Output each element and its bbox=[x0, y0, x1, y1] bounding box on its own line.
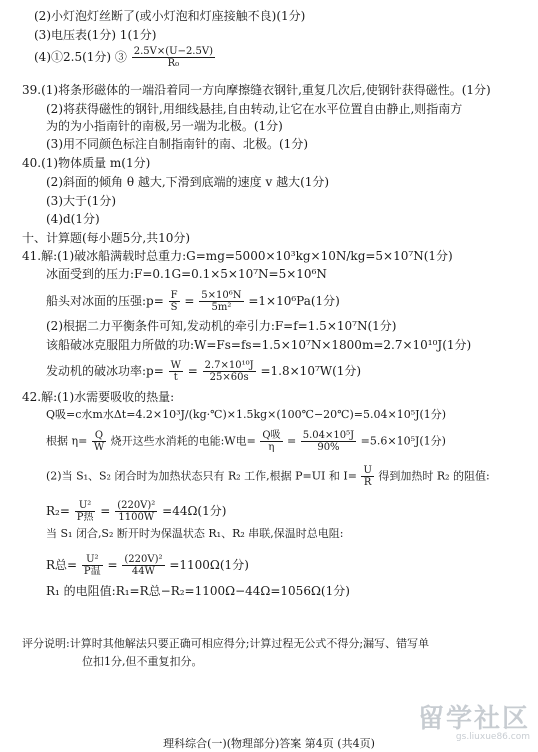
question-41-line: 船头对冰面的压强:p= $\frac{F}{S}$ = $\frac{\text{5×10⁶N}}{\text{5m²}}$ =1×10⁶Pa(1分) bbox=[46, 290, 340, 313]
answer-line bbox=[34, 46, 216, 69]
question-41-line: (2)根据二力平衡条件可知,发动机的牵引力:F=f=1.5×10⁷N(1分) bbox=[46, 319, 397, 333]
question-42-line: R总= $\frac{\text{U²}}{\text{P温}}$ = $\frac{\text{(220V)²}}{44W}$ =1100Ω(1分) bbox=[46, 554, 249, 577]
answer-line: (3)电压表(1分) 1(1分) bbox=[34, 28, 157, 42]
formula-fraction: $\frac{W}{t}$ bbox=[170, 360, 181, 383]
scoring-note: 评分说明:计算时其他解法只要正确可相应得分;计算过程无公式不得分;漏写、错写单 bbox=[22, 637, 430, 650]
formula-fraction: $\frac{\text{2.7×10¹⁰J}}{25\times 60s}$ bbox=[204, 360, 254, 383]
question-39-line: 为的为小指南针的南极,另一端为北极。(1分) bbox=[46, 119, 283, 133]
formula-fraction: $\frac{U}{R}$ bbox=[363, 465, 372, 488]
formula-fraction: $\frac{F}{S}$ bbox=[170, 290, 178, 313]
formula-fraction: $\frac{\text{Q吸}}{\eta}$ bbox=[262, 430, 281, 453]
formula-fraction: $\frac{2.5V\times(U-2.5V)}{\text{R₀}}$ bbox=[133, 46, 213, 69]
formula-fraction: $\frac{\text{5.04×10⁵J}}{90\%}$ bbox=[302, 430, 355, 453]
question-42-line: R₂= $\frac{\text{U²}}{\text{P热}}$ = $\frac{\text{(220V)²}}{1100W}$ =44Ω(1分) bbox=[46, 500, 227, 523]
section-heading: 十、计算题(每小题5分,共10分) bbox=[22, 231, 191, 245]
formula-fraction: $\frac{\text{U²}}{\text{P热}}$ bbox=[76, 500, 94, 523]
scoring-note: 位扣1分,但不重复扣分。 bbox=[82, 655, 203, 668]
answer-line: (2)小灯泡灯丝断了(或小灯泡和灯座接触不良)(1分) bbox=[34, 9, 306, 23]
question-42-line: 42.解:(1)水需要吸收的热量: bbox=[22, 390, 175, 404]
question-39-line: (3)用不同颜色标注自制指南针的南、北极。(1分) bbox=[46, 137, 308, 151]
formula-fraction: $\frac{\text{5×10⁶N}}{\text{5m²}}$ bbox=[201, 290, 242, 313]
question-41-line: 该船破冰克服阻力所做的功:W=Fs=fs=1.5×10⁷N×1800m=2.7×10¹⁰J(1分) bbox=[46, 338, 472, 352]
watermark-logo-text: 留学社区 bbox=[417, 704, 530, 734]
formula-fraction: $\frac{\text{(220V)²}}{44W}$ bbox=[124, 554, 163, 577]
question-42-line: R₁ 的电阻值:R₁=R总−R₂=1100Ω−44Ω=1056Ω(1分) bbox=[46, 584, 350, 598]
watermark-logo bbox=[370, 704, 530, 744]
answer-text: (4)①2.5(1分) ③ bbox=[34, 50, 127, 64]
question-40-line: (2)斜面的倾角 θ 越大,下滑到底端的速度 v 越大(1分) bbox=[46, 175, 330, 189]
watermark-url: gs.liuxue86.com bbox=[455, 732, 530, 742]
question-40-line: 40.(1)物体质量 m(1分) bbox=[22, 156, 151, 170]
question-42-line: 根据 η= $\frac{Q}{W}$ 烧开这些水消耗的电能:W电= $\frac{\text{Q吸}}{\eta}$ = $\frac{\text{5.04×10⁵J}}{90\%}$ =5.6×10⁵J(1分) bbox=[46, 430, 446, 453]
formula-fraction: $\frac{Q}{W}$ bbox=[93, 430, 105, 453]
question-41-line: 冰面受到的压力:F=0.1G=0.1×5×10⁷N=5×10⁶N bbox=[46, 267, 327, 281]
question-41-line: 41.解:(1)破冰船满载时总重力:G=mg=5000×10³kg×10N/kg=5×10⁷N(1分) bbox=[22, 249, 453, 263]
question-42-line: 当 S₁ 闭合,S₂ 断开时为保温状态 R₁、R₂ 串联,保温时总电阻: bbox=[46, 527, 344, 540]
formula-fraction: $\frac{\text{U²}}{\text{P温}}$ bbox=[83, 554, 101, 577]
page-footer: 理科综合(一)(物理部分)答案 第4页 (共4页) bbox=[163, 737, 375, 750]
question-42-line: (2)当 S₁、S₂ 闭合时为加热状态只有 R₂ 工作,根据 P=UI 和 I= $\frac{U}{R}$ 得到加热时 R₂ 的阻值: bbox=[46, 465, 490, 488]
question-40-line: (3)大于(1分) bbox=[46, 194, 116, 208]
question-40-line: (4)d(1分) bbox=[46, 212, 100, 226]
question-42-line: Q吸=c水m水Δt=4.2×10³J/(kg·℃)×1.5kg×(100℃−20℃)=5.04×10⁵J(1分) bbox=[46, 408, 447, 421]
question-39-line: 39.(1)将条形磁体的一端沿着同一方向摩擦缝衣钢针,重复几次后,使钢针获得磁性。(1分) bbox=[22, 83, 491, 97]
question-41-line: 发动机的破冰功率:p= $\frac{W}{t}$ = $\frac{\text{2.7×10¹⁰J}}{25\times 60s}$ =1.8×10⁷W(1分) bbox=[46, 360, 362, 383]
question-39-line: (2)将获得磁性的钢针,用细线悬挂,自由转动,让它在水平位置自由静止,则指南方 bbox=[46, 102, 463, 116]
formula-fraction: $\frac{\text{(220V)²}}{1100W}$ bbox=[117, 500, 156, 523]
